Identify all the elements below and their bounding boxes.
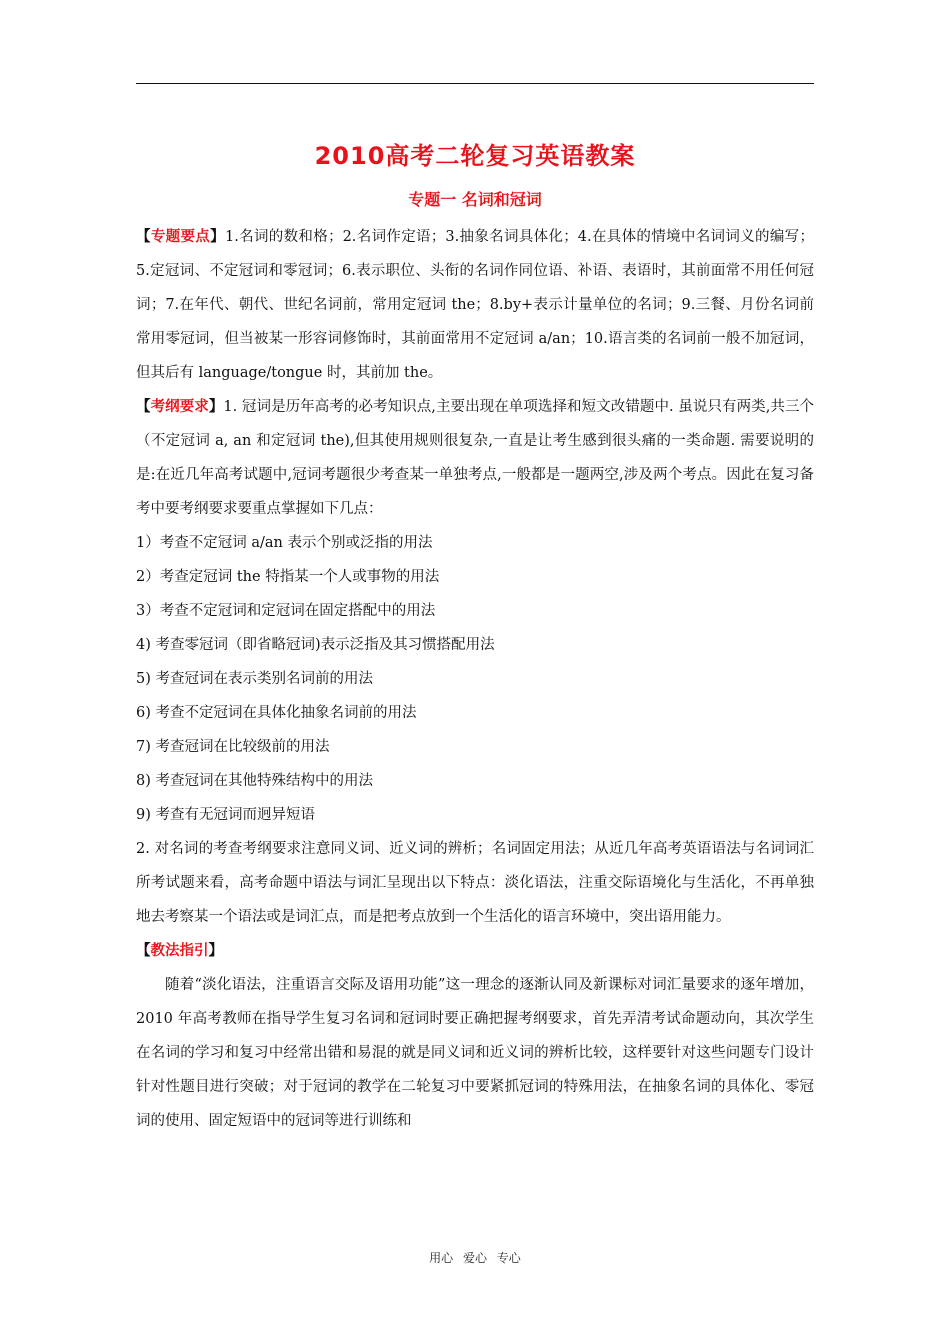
list-item: 4) 考查零冠词（即省略冠词)表示泛指及其习惯搭配用法 bbox=[136, 637, 495, 653]
key-points-text: 1.名词的数和格；2.名词作定语；3.抽象名词具体化；4.在具体的情境中名词词义的编写；5.定冠词、不定冠词和零冠词；6.表示职位、头衔的名词作同位语、补语、表语时，其前面常不用任何冠词；7.在年代、朝代、世纪名词前，常用定冠词 the；8.by+表示计量单位的名词；9.三餐、月份名词前常用零冠词，但当被某一形容词修饰时，其前面常用不定冠词 a/an；10.语言类的名词前一般不加冠词，但其后有 language/tongue 时，其前加 the。 bbox=[136, 229, 815, 381]
list-item: 3）考查不定冠词和定冠词在固定搭配中的用法 bbox=[136, 603, 436, 619]
teaching-guide-text: 随着“淡化语法，注重语言交际及语用功能”这一理念的逐渐认同及新课标对词汇量要求的逐年增加，2010 年高考教师在指导学生复习名词和冠词时要正确把握考纲要求，首先弄清考试命题动向，其次学生在名词的学习和复习中经常出错和易混的就是同义词和近义词的辨析比较，这样要针对这些问题专门设计针对性题目进行突破；对于冠词的教学在二轮复习中要紧抓冠词的特殊用法，在抽象名词的具体化、零冠词的使用、固定短语中的冠词等进行训练和 bbox=[136, 977, 814, 1129]
list-item: 5) 考查冠词在表示类别名词前的用法 bbox=[136, 671, 373, 687]
list-item: 8) 考查冠词在其他特殊结构中的用法 bbox=[136, 773, 373, 789]
list-item: 6) 考查不定冠词在具体化抽象名词前的用法 bbox=[136, 705, 417, 721]
section-bracket-close: 】 bbox=[210, 228, 225, 245]
section-key-points bbox=[136, 220, 814, 390]
topic-subtitle: 专题一 名词和冠词 bbox=[408, 190, 542, 209]
page-footer: 用心 爱心 专心 bbox=[429, 1251, 521, 1265]
section-bracket-close: 】 bbox=[208, 398, 224, 415]
section-bracket-open: 【 bbox=[136, 228, 151, 245]
header-rule bbox=[136, 83, 814, 84]
section-label-key-points: 专题要点 bbox=[150, 229, 211, 245]
list-item: 1）考查不定冠词 a/an 表示个别或泛指的用法 bbox=[136, 535, 433, 551]
section-syllabus bbox=[136, 390, 814, 526]
section-label-syllabus: 考纲要求 bbox=[150, 399, 209, 415]
section-bracket-close: 】 bbox=[208, 942, 223, 959]
list-item: 9) 考查有无冠词而迥异短语 bbox=[136, 807, 315, 823]
section-bracket-open: 【 bbox=[136, 398, 151, 415]
document-body bbox=[136, 220, 814, 1138]
section-label-teaching-guide: 教法指引 bbox=[150, 943, 209, 959]
syllabus-text: 1. 冠词是历年高考的必考知识点,主要出现在单项选择和短文改错题中. 虽说只有两类,共三个（不定冠词 a, an 和定冠词 the),但其使用规则很复杂,一直是让考生感到很头痛的一类命题. 需要说明的是:在近几年高考试题中,冠词考题很少考查某一单独考点,一般都是一题两空,涉及两个考点。因此在复习备考中要考纲要求要重点掌握如下几点： bbox=[136, 399, 815, 517]
list-item: 7) 考查冠词在比较级前的用法 bbox=[136, 739, 330, 755]
syllabus-point-2: 2. 对名词的考查考纲要求注意同义词、近义词的辨析；名词固定用法；从近几年高考英语语法与名词词汇所考试题来看，高考命题中语法与词汇呈现出以下特点：淡化语法，注重交际语境化与生活化，不再单独地去考察某一个语法或是词汇点，而是把考点放到一个生活化的语言环境中，突出语用能力。 bbox=[136, 841, 814, 925]
section-teaching-guide bbox=[136, 934, 814, 968]
section-bracket-open: 【 bbox=[136, 942, 151, 959]
list-item: 2）考查定冠词 the 特指某一个人或事物的用法 bbox=[136, 569, 440, 585]
document-title: 2010高考二轮复习英语教案 bbox=[314, 142, 636, 170]
